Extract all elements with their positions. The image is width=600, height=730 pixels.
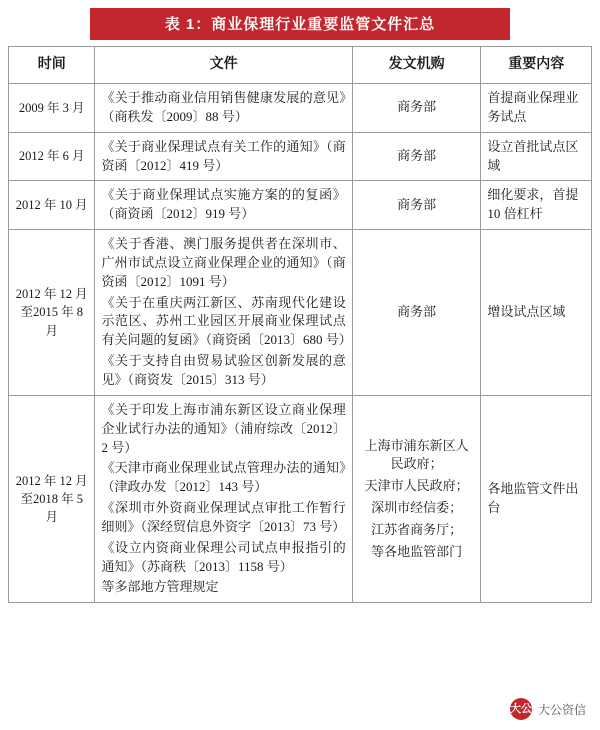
- cell-document: [95, 230, 352, 396]
- cell-issuing-body: [352, 395, 481, 602]
- table-row: [9, 84, 592, 133]
- cell-time: 2012 年 12 月至2015 年 8 月: [9, 230, 95, 396]
- cell-time: 2009 年 3 月: [9, 84, 95, 133]
- cell-key-content: 设立首批试点区域: [481, 132, 592, 181]
- issuing-body-line: 深圳市经信委；: [371, 500, 463, 516]
- document-paragraph: 《天津市商业保理业试点管理办法的通知》（津政办发〔2012〕143 号）: [101, 460, 346, 495]
- document-paragraph: 《关于支持自由贸易试验区创新发展的意见》（商资发〔2015〕313 号）: [101, 353, 346, 387]
- column-header-document: 文件: [95, 47, 352, 84]
- issuing-body-line: 上海市浦东新区人民政府；: [364, 437, 469, 472]
- table-row: [9, 395, 592, 602]
- cell-time: 2012 年 12 月至2018 年 5 月: [9, 395, 95, 602]
- cell-issuing-body: [352, 230, 481, 396]
- column-header-key-content: 重要内容: [481, 47, 592, 84]
- document-paragraph: 《关于推动商业信用销售健康发展的意见》（商秩发〔2009〕88 号）: [101, 90, 346, 124]
- table-row: [9, 132, 592, 181]
- cell-document: [95, 132, 352, 181]
- cell-key-content: 增设试点区域: [481, 230, 592, 396]
- issuing-body-line: 江苏省商务厅；: [371, 521, 463, 537]
- table-row: [9, 181, 592, 230]
- document-paragraph: 《关于香港、澳门服务提供者在深圳市、广州市试点设立商业保理企业的通知》（商资函〔2012〕1091 号）: [101, 236, 346, 289]
- issuing-body-line: 商务部: [397, 99, 437, 115]
- document-paragraph: 等多部地方管理规定: [101, 579, 219, 595]
- cell-issuing-body: [352, 132, 481, 181]
- document-paragraph: 《设立内资商业保理公司试点申报指引的通知》（苏商秩〔2013〕1158 号）: [101, 539, 346, 574]
- cell-document: [95, 395, 352, 602]
- regulation-summary-table: [8, 46, 592, 603]
- cell-time: 2012 年 10 月: [9, 181, 95, 230]
- issuing-body-line: 商务部: [397, 196, 437, 212]
- issuing-body-line: 商务部: [397, 304, 437, 320]
- document-paragraph: 《关于商业保理试点有关工作的通知》（商资函〔2012〕419 号）: [101, 138, 346, 173]
- cell-key-content: 各地监管文件出台: [481, 395, 592, 602]
- issuing-body-line: 等各地监管部门: [371, 543, 463, 559]
- document-paragraph: 《关于商业保理试点实施方案的的复函》（商资函〔2012〕919 号）: [101, 187, 346, 222]
- watermark-logo-icon: 大公: [510, 698, 532, 720]
- table-header-row: [9, 47, 592, 84]
- issuing-body-line: 天津市人民政府；: [364, 478, 469, 494]
- column-header-issuing-body: 发文机购: [352, 47, 481, 84]
- document-paragraph: 《关于在重庆两江新区、苏南现代化建设示范区、苏州工业园区开展商业保理试点有关问题的复函》（商资函〔2013〕680 号）: [101, 294, 352, 348]
- table-body: [9, 84, 592, 603]
- cell-document: [95, 84, 352, 133]
- watermark: [510, 698, 586, 720]
- issuing-body-line: 商务部: [397, 148, 437, 164]
- cell-document: [95, 181, 352, 230]
- cell-key-content: 首提商业保理业务试点: [481, 84, 592, 133]
- table-header: [9, 47, 592, 84]
- table-title: 表 1：商业保理行业重要监管文件汇总: [90, 8, 510, 40]
- cell-issuing-body: [352, 181, 481, 230]
- cell-key-content: 细化要求，首提 10 倍杠杆: [481, 181, 592, 230]
- document-paragraph: 《关于印发上海市浦东新区设立商业保理企业试行办法的通知》（浦府综改〔2012〕2 号）: [101, 401, 346, 455]
- cell-issuing-body: [352, 84, 481, 133]
- document-paragraph: 《深圳市外资商业保理试点审批工作暂行细则》（深经贸信息外资字〔2013〕73 号）: [101, 500, 346, 534]
- column-header-time: 时间: [9, 47, 95, 84]
- watermark-label: 大公资信: [537, 702, 586, 717]
- table-row: [9, 230, 592, 396]
- cell-time: 2012 年 6 月: [9, 132, 95, 181]
